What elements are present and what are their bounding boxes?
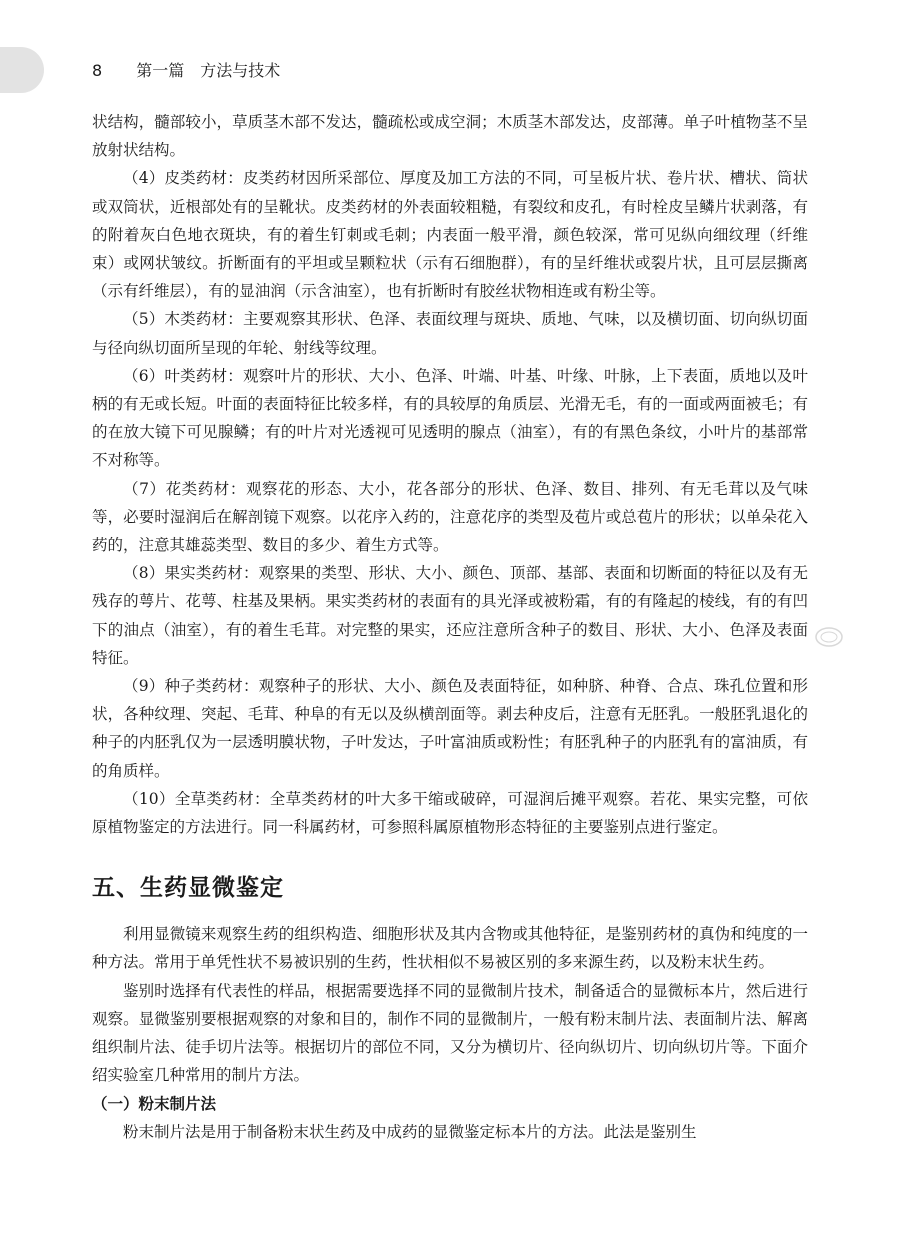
paragraph: 粉末制片法是用于制备粉末状生药及中成药的显微鉴定标本片的方法。此法是鉴别生 <box>123 1122 697 1141</box>
paragraph: 状结构，髓部较小，草质茎木部不发达，髓疏松或成空洞；木质茎木部发达，皮部薄。单子叶植物茎不呈放射状结构。 <box>92 113 808 160</box>
sub-heading: （一）粉末制片法 <box>92 1094 217 1113</box>
paragraph: （7）花类药材：观察花的形态、大小，花各部分的形状、色泽、数目、排列、有无毛茸以及气味等，必要时湿润后在解剖镜下观察。以花序入药的，注意花序的类型及苞片或总苞片的形状；以单朵花入药的，注意其雄蕊类型、数目的多少、着生方式等。 <box>92 479 808 555</box>
paragraph: （6）叶类药材：观察叶片的形状、大小、色泽、叶端、叶基、叶缘、叶脉，上下表面，质地以及叶柄的有无或长短。叶面的表面特征比较多样，有的具较厚的角质层、光滑无毛，有的一面或两面被毛；有的在放大镜下可见腺鳞；有的叶片对光透视可见透明的腺点（油室），有的有黑色条纹，小叶片的基部常不对称等。 <box>92 366 808 470</box>
paragraph: （8）果实类药材：观察果的类型、形状、大小、颜色、顶部、基部、表面和切断面的特征以及有无残存的萼片、花萼、柱基及果柄。果实类药材的表面有的具光泽或被粉霜，有的有隆起的棱线，有的有凹下的油点（油室），有的着生毛茸。对完整的果实，还应注意所含种子的数目、形状、大小、色泽及表面特征。 <box>92 564 808 667</box>
section-heading: 五、生药显微鉴定 <box>92 875 284 902</box>
paragraph: （9）种子类药材：观察种子的形状、大小、颜色及表面特征，如种脐、种脊、合点、珠孔位置和形状，各种纹理、突起、毛茸、种阜的有无以及纵横剖面等。剥去种皮后，注意有无胚乳。一般胚乳退化的种子的内胚乳仅为一层透明膜状物，子叶发达，子叶富油质或粉性；有胚乳种子的内胚乳有的富油质，有的角质样。 <box>92 677 808 780</box>
page-header <box>92 58 280 81</box>
watermark-stamp-icon <box>814 626 844 648</box>
paragraph: 利用显微镜来观察生药的组织构造、细胞形状及其内含物或其他特征，是鉴别药材的真伪和纯度的一种方法。常用于单凭性状不易被识别的生药，性状相似不易被区别的多来源生药，以及粉末状生药。 <box>92 925 808 972</box>
chapter-title: 第一篇 方法与技术 <box>136 61 281 80</box>
paragraph: （5）木类药材：主要观察其形状、色泽、表面纹理与斑块、质地、气味，以及横切面、切向纵切面与径向纵切面所呈现的年轮、射线等纹理。 <box>92 310 808 357</box>
page-number: 8 <box>92 61 103 80</box>
paragraph: 鉴别时选择有代表性的样品，根据需要选择不同的显微制片技术，制备适合的显微标本片，然后进行观察。显微鉴别要根据观察的对象和目的，制作不同的显微制片，一般有粉末制片法、表面制片法、解离组织制片法、徒手切片法等。根据切片的部位不同，又分为横切片、径向纵切片、切向纵切片等。下面介绍实验室几种常用的制片方法。 <box>92 981 808 1085</box>
page-tab-marker <box>0 47 44 93</box>
page-body <box>92 108 808 1146</box>
paragraph: （10）全草类药材：全草类药材的叶大多干缩或破碎，可湿润后摊平观察。若花、果实完整，可依原植物鉴定的方法进行。同一科属药材，可参照科属原植物形态特征的主要鉴别点进行鉴定。 <box>92 789 808 837</box>
paragraph: （4）皮类药材：皮类药材因所采部位、厚度及加工方法的不同，可呈板片状、卷片状、槽状、筒状或双筒状，近根部处有的呈靴状。皮类药材的外表面较粗糙，有裂纹和皮孔，有时栓皮呈鳞片状剥落，有的附着灰白色地衣斑块，有的着生钉刺或毛刺；内表面一般平滑，颜色较深，常可见纵向细纹理（纤维束）或网状皱纹。折断面有的平坦或呈颗粒状（示有石细胞群），有的呈纤维状或裂片状，且可层层撕离（示有纤维层），有的显油润（示含油室），也有折断时有胶丝状物相连或有粉尘等。 <box>92 169 808 301</box>
